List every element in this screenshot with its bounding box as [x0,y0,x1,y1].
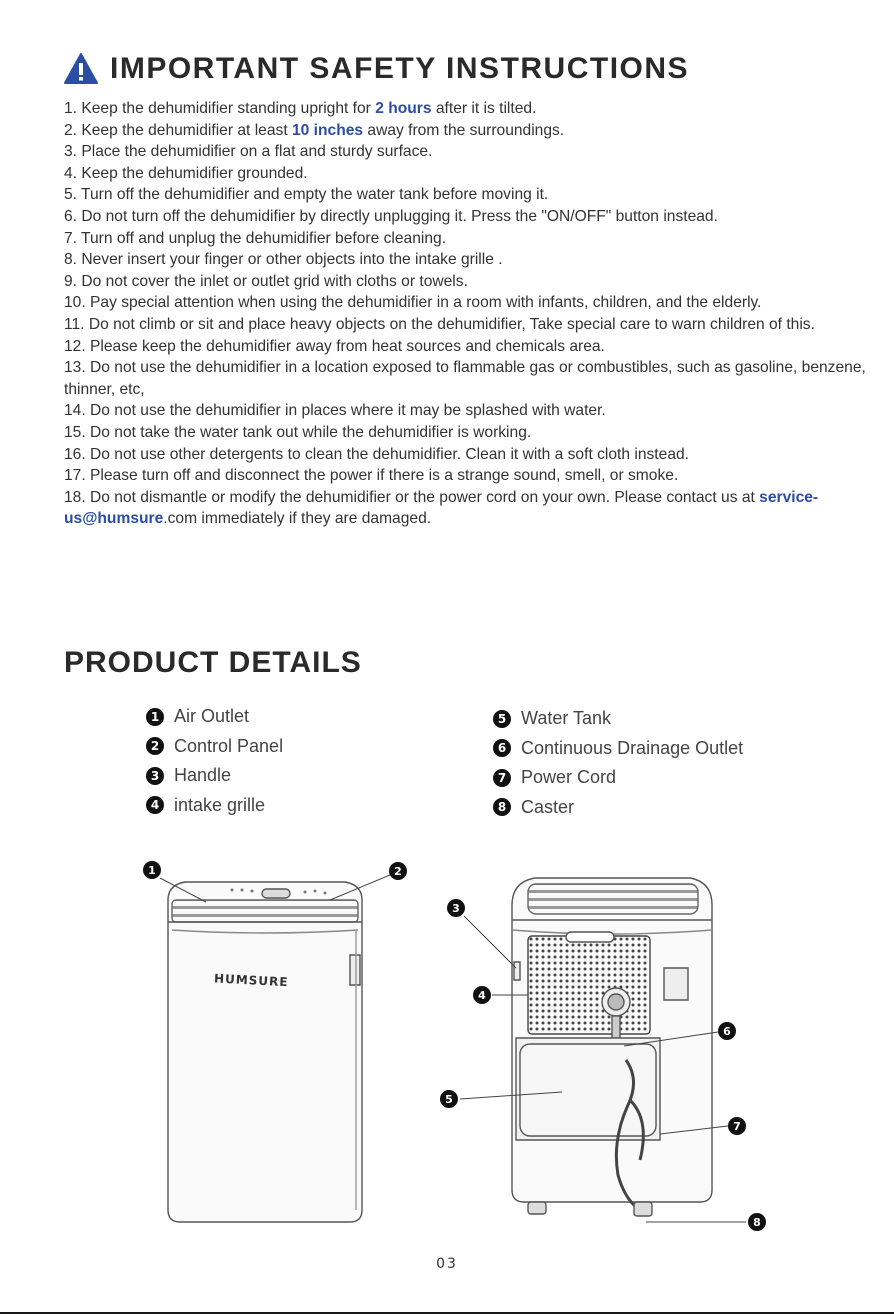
parts-list-right [493,704,743,822]
highlight-hours: 2 hours [375,100,432,117]
rule-item: 17. Please turn off and disconnect the power if there is a strange sound, smell, or smoke. [64,467,679,485]
part-item: 4 intake grille [146,791,283,821]
number-badge-icon: 7 [493,769,511,787]
rule-item: 7. Turn off and unplug the dehumidifier before cleaning. [64,229,447,247]
rule-item: 14. Do not use the dehumidifier in places where it may be splashed with water. [64,402,606,420]
parts-list-left [146,702,283,820]
support-email-link[interactable]: service-us@humsure [64,488,819,528]
callout-badge-icon [143,861,161,879]
rule-item: 18. Do not dismantle or modify the dehumidifier or the power cord on your own. Please contact us at service-us@humsure.com immediately if they are damaged. [64,488,819,528]
rule-item: 4. Keep the dehumidifier grounded. [64,164,308,182]
part-item: 7 Power Cord [493,763,743,793]
safety-rules-list [64,98,872,530]
back-unit-drawing [512,878,712,1216]
safety-heading [64,52,689,86]
part-item: 5 Water Tank [493,704,743,734]
number-badge-icon: 8 [493,798,511,816]
callout-badge-icon [718,1022,736,1040]
svg-text:5: 5 [445,1093,453,1106]
rule-item: 3. Place the dehumidifier on a flat and sturdy surface. [64,143,433,161]
callout-badge-icon [440,1090,458,1108]
svg-text:4: 4 [478,989,486,1002]
rule-item: 2. Keep the dehumidifier at least 10 inches away from the surroundings. [64,121,565,139]
svg-text:8: 8 [753,1216,761,1229]
number-badge-icon: 1 [146,708,164,726]
svg-text:2: 2 [394,865,402,878]
part-item: 2 Control Panel [146,732,283,762]
callout-badge-icon [447,899,465,917]
callout-badge-icon [389,862,407,880]
callout-badge-icon [728,1117,746,1135]
callout-badge-icon [748,1213,766,1231]
rule-item: 13. Do not use the dehumidifier in a location exposed to flammable gas or combustibles, such as gasoline, benzene, thinner, etc, [64,359,866,398]
rule-item: 11. Do not climb or sit and place heavy objects on the dehumidifier, Take special care to warn children of this. [64,315,815,333]
page-number: 03 [436,1256,458,1272]
number-badge-icon: 4 [146,796,164,814]
svg-text:3: 3 [452,902,460,915]
front-unit-drawing [168,882,362,1222]
part-item: 6 Continuous Drainage Outlet [493,734,743,764]
part-item: 1 Air Outlet [146,702,283,732]
product-details-title: PRODUCT DETAILS [64,646,362,679]
warning-icon [64,52,98,86]
rule-item: 15. Do not take the water tank out while the dehumidifier is working. [64,423,532,441]
number-badge-icon: 5 [493,710,511,728]
svg-text:7: 7 [733,1120,741,1133]
callout-badge-icon [473,986,491,1004]
rule-item: 6. Do not turn off the dehumidifier by directly unplugging it. Press the "ON/OFF" button instead. [64,207,718,225]
dehumidifier-illustration [0,850,894,1250]
number-badge-icon: 2 [146,737,164,755]
svg-text:6: 6 [723,1025,731,1038]
part-item: 8 Caster [493,793,743,823]
rule-item: 12. Please keep the dehumidifier away from heat sources and chemicals area. [64,337,605,355]
rule-item: 16. Do not use other detergents to clean the dehumidifier. Clean it with a soft cloth instead. [64,445,689,463]
rule-item: 1. Keep the dehumidifier standing upright for 2 hours after it is tilted. [64,100,537,117]
part-item: 3 Handle [146,761,283,791]
brand-logo: HUMSURE [213,971,289,990]
rule-item: 8. Never insert your finger or other objects into the intake grille . [64,251,503,269]
highlight-inches: 10 inches [291,121,364,139]
bottom-divider [0,1312,894,1314]
svg-text:1: 1 [148,864,156,877]
rule-item: 5. Turn off the dehumidifier and empty the water tank before moving it. [64,186,549,204]
number-badge-icon: 6 [493,739,511,757]
safety-title: IMPORTANT SAFETY INSTRUCTIONS [110,52,690,85]
rule-item: 9. Do not cover the inlet or outlet grid with cloths or towels. [64,272,468,290]
number-badge-icon: 3 [146,767,164,785]
rule-item: 10. Pay special attention when using the dehumidifier in a room with infants, children, and the elderly. [64,294,762,312]
